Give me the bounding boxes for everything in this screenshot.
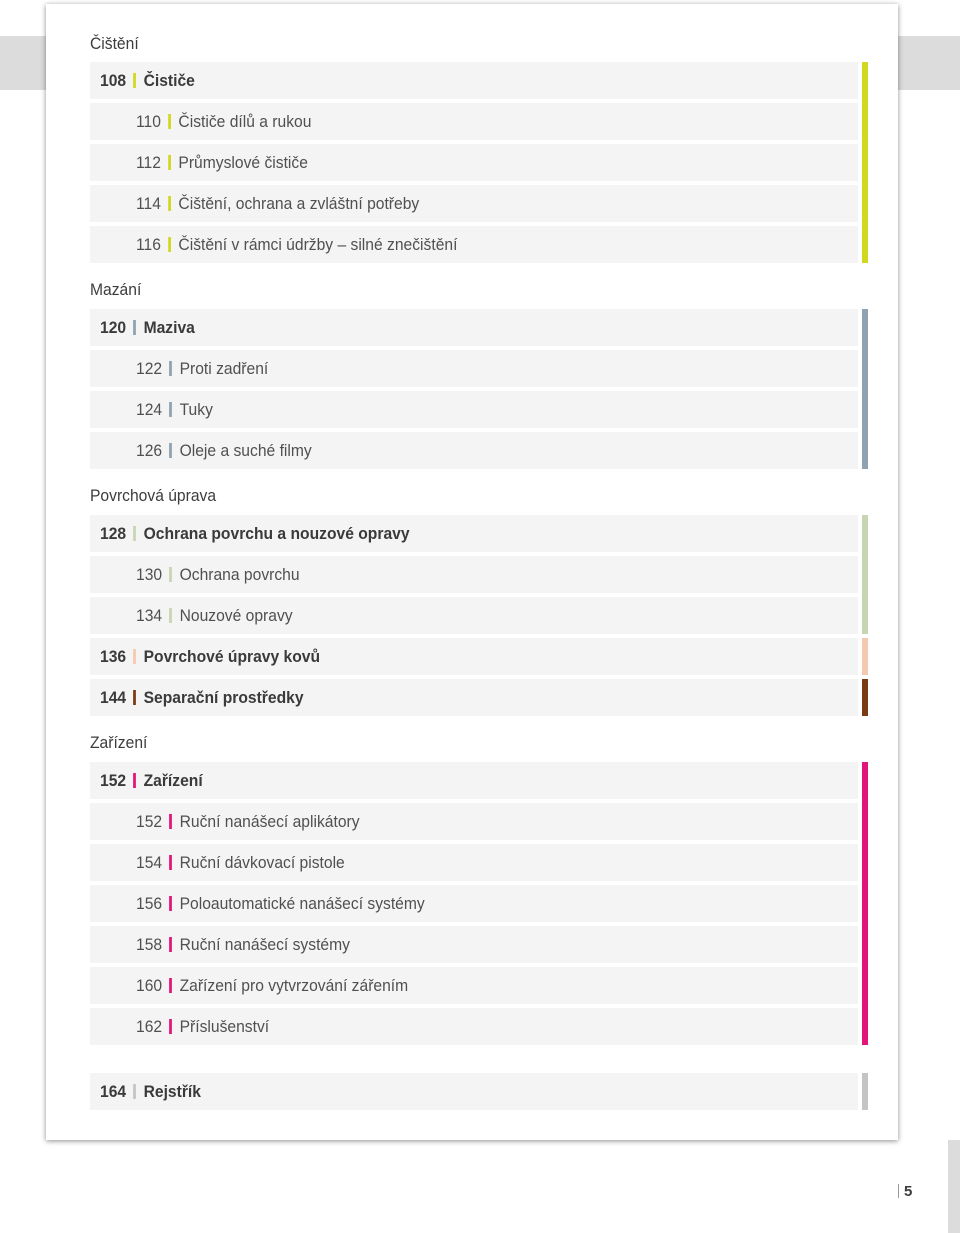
page-ref: 108 <box>100 71 127 90</box>
toc-row-156[interactable] <box>90 885 858 922</box>
entry-title: Ruční nanášecí systémy <box>179 935 350 954</box>
entry-title: Příslušenství <box>179 1017 270 1036</box>
page-ref: 154 <box>136 853 163 872</box>
toc-row-128[interactable] <box>90 515 858 552</box>
toc-row-126[interactable] <box>90 432 858 469</box>
toc-row-116[interactable] <box>90 226 858 263</box>
separator-bar <box>133 773 136 788</box>
page-ref: 136 <box>100 647 127 666</box>
entry-title: Čištění, ochrana a zvláštní potřeby <box>178 194 420 213</box>
entry-title: Ochrana povrchu a nouzové opravy <box>143 524 410 543</box>
toc-row-122[interactable] <box>90 350 858 387</box>
color-tab-cleaning <box>862 62 868 263</box>
toc-row-152[interactable] <box>90 762 858 799</box>
entry-title: Čističe dílů a rukou <box>178 112 312 131</box>
toc-sheet <box>46 4 898 1140</box>
entry-title: Čističe <box>143 71 195 90</box>
corner-tab <box>948 1140 960 1233</box>
toc-row-134[interactable] <box>90 597 858 634</box>
toc-row-162[interactable] <box>90 1008 858 1045</box>
page-ref: 110 <box>136 112 161 131</box>
entry-title: Ruční nanášecí aplikátory <box>179 812 360 831</box>
toc-row-124[interactable] <box>90 391 858 428</box>
separator-bar <box>168 237 171 252</box>
page-ref: 120 <box>100 318 127 337</box>
page-ref: 164 <box>100 1082 127 1101</box>
separator-bar <box>169 814 172 829</box>
page-ref: 122 <box>136 359 163 378</box>
separator-bar <box>169 896 172 911</box>
page-ref: 112 <box>136 153 161 172</box>
section-title-surface: Povrchová úprava <box>90 486 217 505</box>
page-ref: 126 <box>136 441 163 460</box>
color-tab-separation <box>862 679 868 716</box>
page-ref: 160 <box>136 976 163 995</box>
toc-row-120[interactable] <box>90 309 858 346</box>
page-ref: 130 <box>136 565 163 584</box>
entry-title: Ochrana povrchu <box>179 565 300 584</box>
page-ref: 144 <box>100 688 127 707</box>
toc-row-160[interactable] <box>90 967 858 1004</box>
page-number-separator <box>898 1184 899 1198</box>
color-tab-lubrication <box>862 309 868 469</box>
color-tab-equipment <box>862 762 868 1045</box>
header-band-left <box>0 36 46 90</box>
toc-row-154[interactable] <box>90 844 858 881</box>
separator-bar <box>133 690 136 705</box>
entry-title: Rejstřík <box>143 1082 201 1101</box>
section-title-cleaning: Čištění <box>90 34 139 53</box>
entry-title: Zařízení pro vytvrzování zářením <box>179 976 409 995</box>
entry-title: Ruční dávkovací pistole <box>179 853 345 872</box>
separator-bar <box>169 1019 172 1034</box>
separator-bar <box>169 567 172 582</box>
page-ref: 128 <box>100 524 127 543</box>
toc-row-152-applicators[interactable] <box>90 803 858 840</box>
toc-row-130[interactable] <box>90 556 858 593</box>
toc-row-112[interactable] <box>90 144 858 181</box>
entry-title: Oleje a suché filmy <box>179 441 312 460</box>
section-title-equipment: Zařízení <box>90 733 148 752</box>
entry-title: Tuky <box>179 400 213 419</box>
page-number <box>898 1183 912 1201</box>
color-tab-surface <box>862 515 868 634</box>
separator-bar <box>169 361 172 376</box>
separator-bar <box>169 978 172 993</box>
page-ref: 124 <box>136 400 163 419</box>
entry-title: Poloautomatické nanášecí systémy <box>179 894 425 913</box>
separator-bar <box>169 443 172 458</box>
toc-row-136[interactable] <box>90 638 858 675</box>
toc-row-108[interactable] <box>90 62 858 99</box>
toc-row-110[interactable] <box>90 103 858 140</box>
separator-bar <box>168 155 171 170</box>
entry-title: Nouzové opravy <box>179 606 293 625</box>
separator-bar <box>133 649 136 664</box>
entry-title: Maziva <box>143 318 195 337</box>
page-ref: 152 <box>136 812 163 831</box>
header-band-right <box>898 36 960 90</box>
entry-title: Průmyslové čističe <box>178 153 308 172</box>
page-ref: 116 <box>136 235 161 254</box>
toc-row-164[interactable] <box>90 1073 858 1110</box>
page-ref: 156 <box>136 894 163 913</box>
separator-bar <box>168 114 171 129</box>
separator-bar <box>168 196 171 211</box>
page-ref: 152 <box>100 771 127 790</box>
toc-row-144[interactable] <box>90 679 858 716</box>
section-title-lubrication: Mazání <box>90 280 142 299</box>
entry-title: Povrchové úpravy kovů <box>143 647 321 666</box>
page-ref: 134 <box>136 606 163 625</box>
separator-bar <box>133 320 136 335</box>
entry-title: Proti zadření <box>179 359 269 378</box>
separator-bar <box>133 1084 136 1099</box>
entry-title: Čištění v rámci údržby – silné znečištění <box>178 235 458 254</box>
separator-bar <box>169 608 172 623</box>
toc-row-158[interactable] <box>90 926 858 963</box>
separator-bar <box>169 402 172 417</box>
separator-bar <box>133 73 136 88</box>
entry-title: Zařízení <box>143 771 203 790</box>
separator-bar <box>133 526 136 541</box>
page-ref: 114 <box>136 194 161 213</box>
page-ref: 162 <box>136 1017 163 1036</box>
color-tab-index <box>862 1073 868 1110</box>
page-ref: 158 <box>136 935 163 954</box>
page-number-value: 5 <box>904 1183 913 1200</box>
separator-bar <box>169 937 172 952</box>
color-tab-metal <box>862 638 868 675</box>
entry-title: Separační prostředky <box>143 688 304 707</box>
toc-row-114[interactable] <box>90 185 858 222</box>
separator-bar <box>169 855 172 870</box>
